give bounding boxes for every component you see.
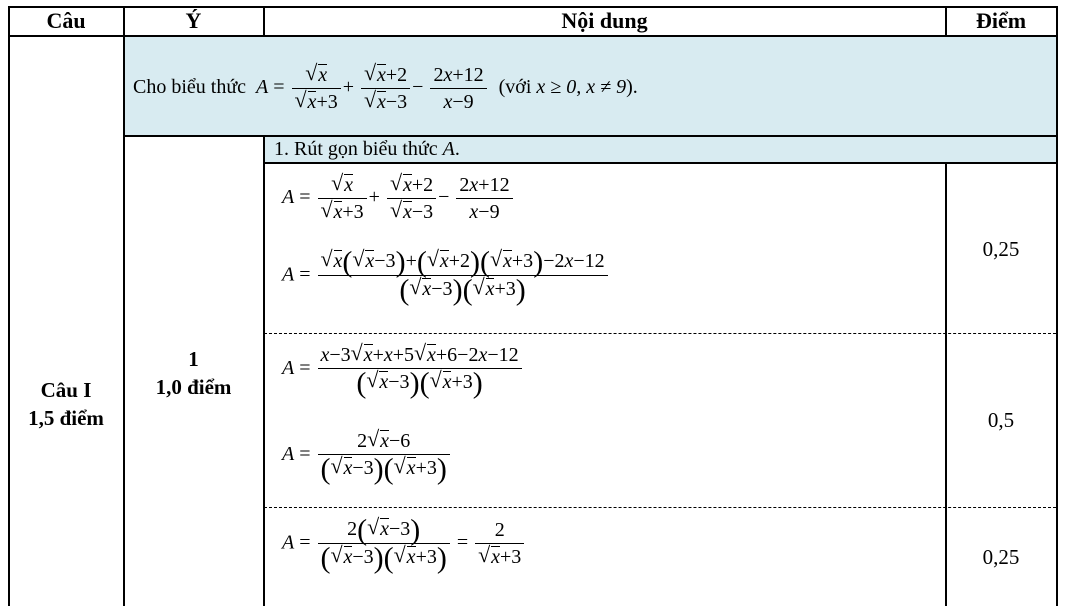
col-divider-3-lower <box>945 163 947 606</box>
task-prefix: 1. Rút gọn biểu thức <box>274 138 438 160</box>
part-points: 1,0 điểm <box>155 375 232 399</box>
table-left-border <box>8 6 10 606</box>
task-var: A <box>442 138 455 160</box>
question-points: 1,5 điểm <box>28 406 104 430</box>
step1-line2: A = √ $\frac{x(√ x-3)+(√ x+2)(√ x+3)-2x-12}{(√ x-3)(√ x+3)}$ <box>282 248 610 304</box>
step2-line2: A = $\frac{2√ x-6}{(√ x-3)(√ x+3)}$ <box>282 428 452 482</box>
intro-expression: Cho biểu thức A = √ x √ x+3 + √ x+2 √ x−3 − $\frac{2x+12}{x-9}$ (với x ≥ 0, x ≠ 9). <box>133 62 638 115</box>
intro-prefix: Cho biểu thức <box>133 76 247 99</box>
task-line <box>274 138 460 161</box>
step-separator-1 <box>264 333 1056 334</box>
score-step2: 0,5 <box>987 408 1015 432</box>
question-label: Câu I <box>40 378 92 402</box>
question-label-block <box>9 376 123 432</box>
table-right-border <box>1056 6 1058 606</box>
step2-line1: A = $\frac{x-3√ x+x+5√ x+6-2x-12}{(√ x-3)(√ x+3)}$ <box>282 342 524 396</box>
header-cau: Câu <box>46 8 86 33</box>
condition: x ≥ 0, x ≠ 9 <box>536 76 627 99</box>
header-diem: Điểm <box>975 8 1027 33</box>
task-row-bottom <box>263 162 1058 164</box>
header-y: Ý <box>185 8 202 33</box>
condition-prefix: (với <box>498 76 532 99</box>
score-step3: 0,25 <box>982 545 1020 569</box>
part-label-block <box>124 345 263 401</box>
part-number: 1 <box>188 347 199 371</box>
task-suffix: . <box>454 138 460 160</box>
score-step1: 0,25 <box>982 237 1020 261</box>
step3-line: A = $\frac{2(√ x-3)}{(√ x-3)(√ x+3)}$ = 2 √ x+3 <box>282 516 526 572</box>
header-noidung: Nội dung <box>561 8 648 33</box>
step1-line1: A = √ x √ x+3 + √ x+2 √ x−3 − $\frac{2x+12}{x-9}$ <box>282 172 515 225</box>
condition-suffix: ). <box>626 76 638 99</box>
col-divider-2-lower <box>263 136 265 606</box>
step-separator-2 <box>264 507 1056 508</box>
